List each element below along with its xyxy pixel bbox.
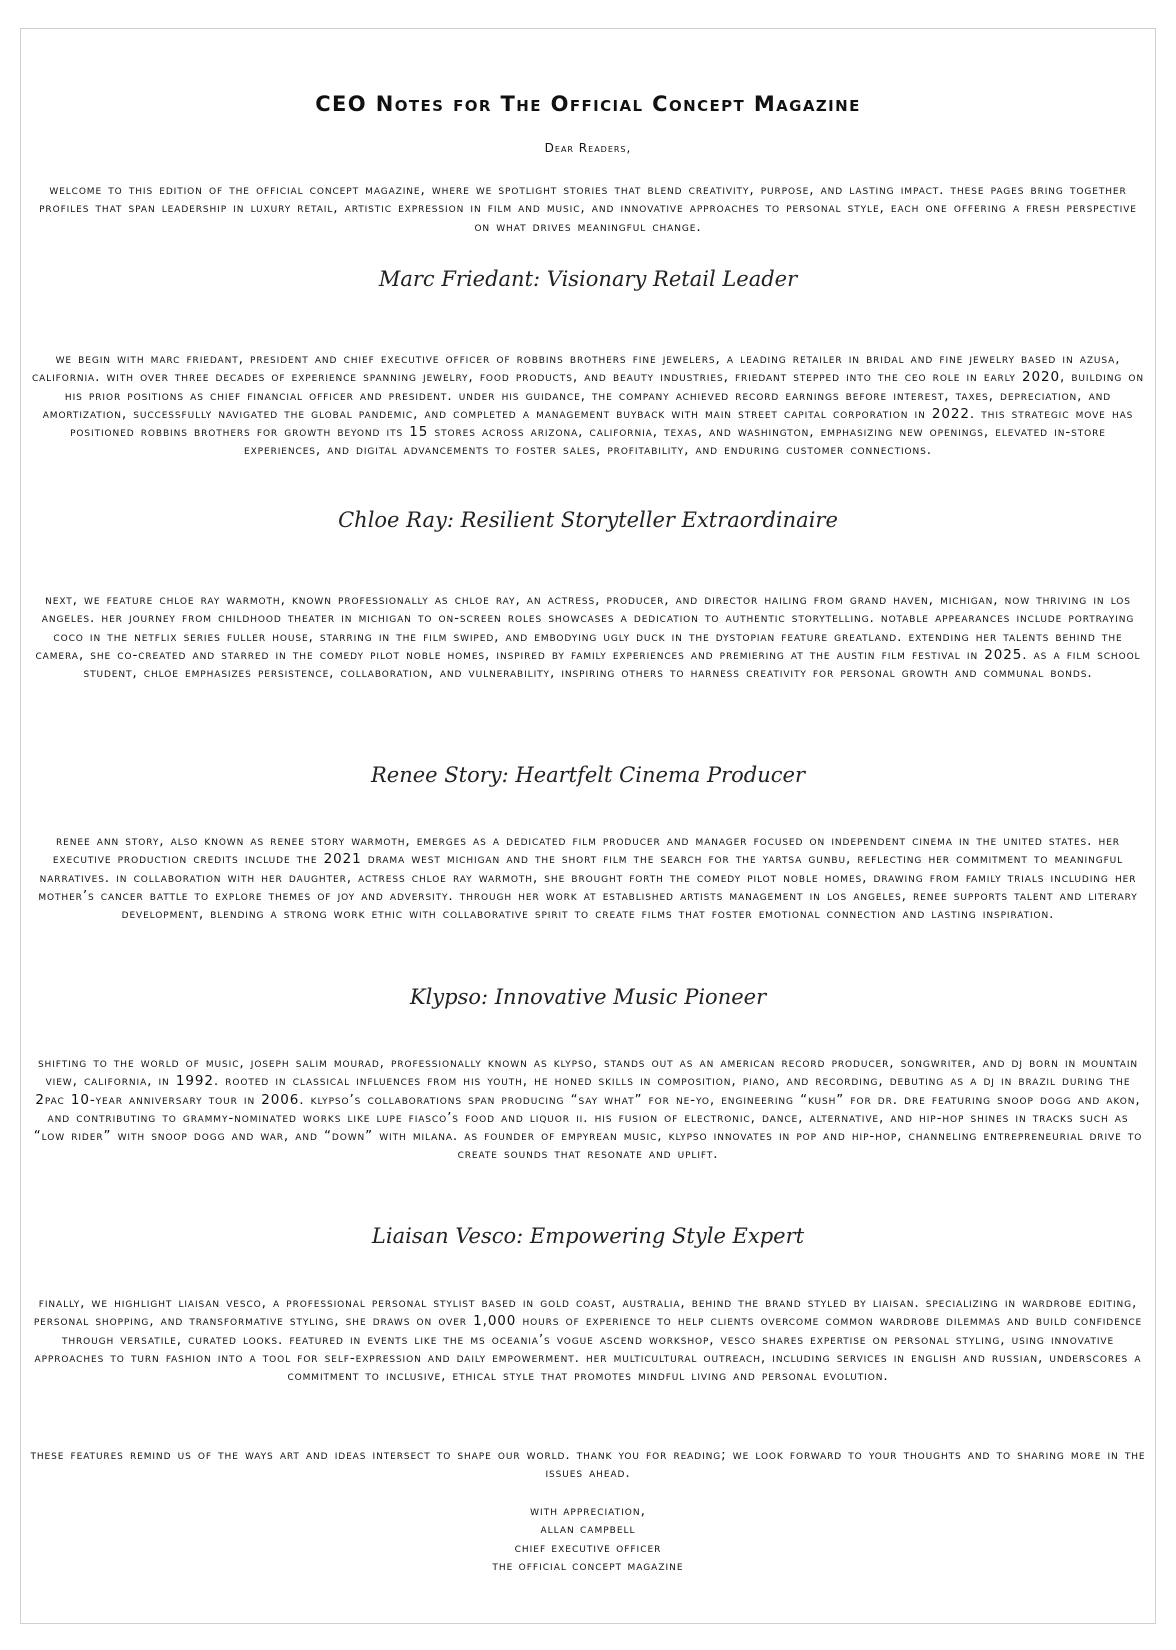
- signature-block: [30, 1502, 1146, 1575]
- greeting: Dear Readers,: [544, 141, 632, 155]
- signer-role: chief executive officer: [514, 1539, 662, 1556]
- section-heading-liaisan-vesco: Liaisan Vesco: Empowering Style Expert: [371, 1224, 805, 1248]
- closing-paragraph: these features remind us of the ways art and ideas intersect to shape our world. thank you for reading; we look forward to your thoughts and to sharing more in the issues ahead.: [30, 1447, 1146, 1482]
- section-heading-marc-friedant: Marc Friedant: Visionary Retail Leader: [378, 267, 798, 291]
- valediction: with appreciation,: [530, 1503, 646, 1519]
- section-heading-klypso: Klypso: Innovative Music Pioneer: [409, 985, 767, 1009]
- section-heading-chloe-ray: Chloe Ray: Resilient Storyteller Extraordinaire: [338, 508, 838, 532]
- signer-name: allan campbell: [540, 1521, 636, 1538]
- section-body-marc-friedant: we begin with marc friedant, president and chief executive officer of robbins brothers fine jewelers, a leading retailer in bridal and fine jewelry based in azusa, california. with over three decades of experience spanning jewelry, food products, and beauty industries, friedant stepped into the ceo role in early 2020, building on his prior positions as chief financial officer and president. under his guidance, the company achieved record earnings before interest, taxes, depreciation, and amortization, successfully navigated the global pandemic, and completed a management buyback with main street capital corporation in 2022. this strategic move has positioned robbins brothers for growth beyond its 15 stores across arizona, california, texas, and washington, emphasizing new openings, elevated in-store experiences, and digital advancements to foster sales, profitability, and enduring customer connections.: [31, 351, 1145, 459]
- section-body-chloe-ray: next, we feature chloe ray warmoth, known professionally as chloe ray, an actress, producer, and director hailing from grand haven, michigan, now thriving in los angeles. her journey from childhood theater in michigan to on-screen roles showcases a dedication to authentic storytelling. notable appearances include portraying coco in the netflix series fuller house, starring in the film swiped, and embodying ugly duck in the dystopian feature greatland. extending her talents behind the camera, she co-created and starred in the comedy pilot noble homes, inspired by family experiences and premiering at the austin film festival in 2025. as a film school student, chloe emphasizes persistence, collaboration, and vulnerability, inspiring others to harness creativity for personal growth and communal bonds.: [35, 592, 1141, 682]
- page-title: CEO Notes for The Official Concept Magazine: [315, 92, 861, 116]
- intro-paragraph: welcome to this edition of the official concept magazine, where we spotlight stories that blend creativity, purpose, and lasting impact. these pages bring together profiles that span leadership in luxury retail, artistic expression in film and music, and innovative approaches to personal style, each one offering a fresh perspective on what drives meaningful change.: [39, 182, 1137, 235]
- section-body-renee-story: renee ann story, also known as renee story warmoth, emerges as a dedicated film producer and manager focused on independent cinema in the united states. her executive production credits include the 2021 drama west michigan and the short film the search for the yartsa gunbu, reflecting her commitment to meaningful narratives. in collaboration with her daughter, actress chloe ray warmoth, she brought forth the comedy pilot noble homes, drawing from family trials including her mother’s cancer battle to explore themes of joy and adversity. through her work at established artists management in los angeles, renee supports talent and literary development, blending a strong work ethic with collaborative spirit to create films that foster emotional connection and lasting inspiration.: [38, 833, 1138, 923]
- section-body-klypso: shifting to the world of music, joseph salim mourad, professionally known as klypso, stands out as an american record producer, songwriter, and dj born in mountain view, california, in 1992. rooted in classical influences from his youth, he honed skills in composition, piano, and recording, debuting as a dj in brazil during the 2pac 10-year anniversary tour in 2006. klypso’s collaborations span producing “say what” for ne-yo, engineering “kush” for dr. dre featuring snoop dogg and akon, and contributing to grammy-nominated works like lupe fiasco’s food and liquor ii. his fusion of electronic, dance, alternative, and hip-hop shines in tracks such as “low rider” with snoop dogg and war, and “down” with milana. as founder of empyrean music, klypso innovates in pop and hip-hop, channeling entrepreneurial drive to create sounds that resonate and uplift.: [33, 1055, 1143, 1163]
- signer-organization: the official concept magazine: [492, 1557, 684, 1574]
- section-body-liaisan-vesco: finally, we highlight liaisan vesco, a professional personal stylist based in gold coast, australia, behind the brand styled by liaisan. specializing in wardrobe editing, personal shopping, and transformative styling, she draws on over 1,000 hours of experience to help clients overcome common wardrobe dilemmas and build confidence through versatile, curated looks. featured in events like the ms oceania’s vogue ascend workshop, vesco shares expertise on personal styling, using innovative approaches to turn fashion into a tool for self-expression and daily empowerment. her multicultural outreach, including services in english and russian, underscores a commitment to inclusive, ethical style that promotes mindful living and personal evolution.: [33, 1295, 1143, 1385]
- section-heading-renee-story: Renee Story: Heartfelt Cinema Producer: [370, 763, 806, 787]
